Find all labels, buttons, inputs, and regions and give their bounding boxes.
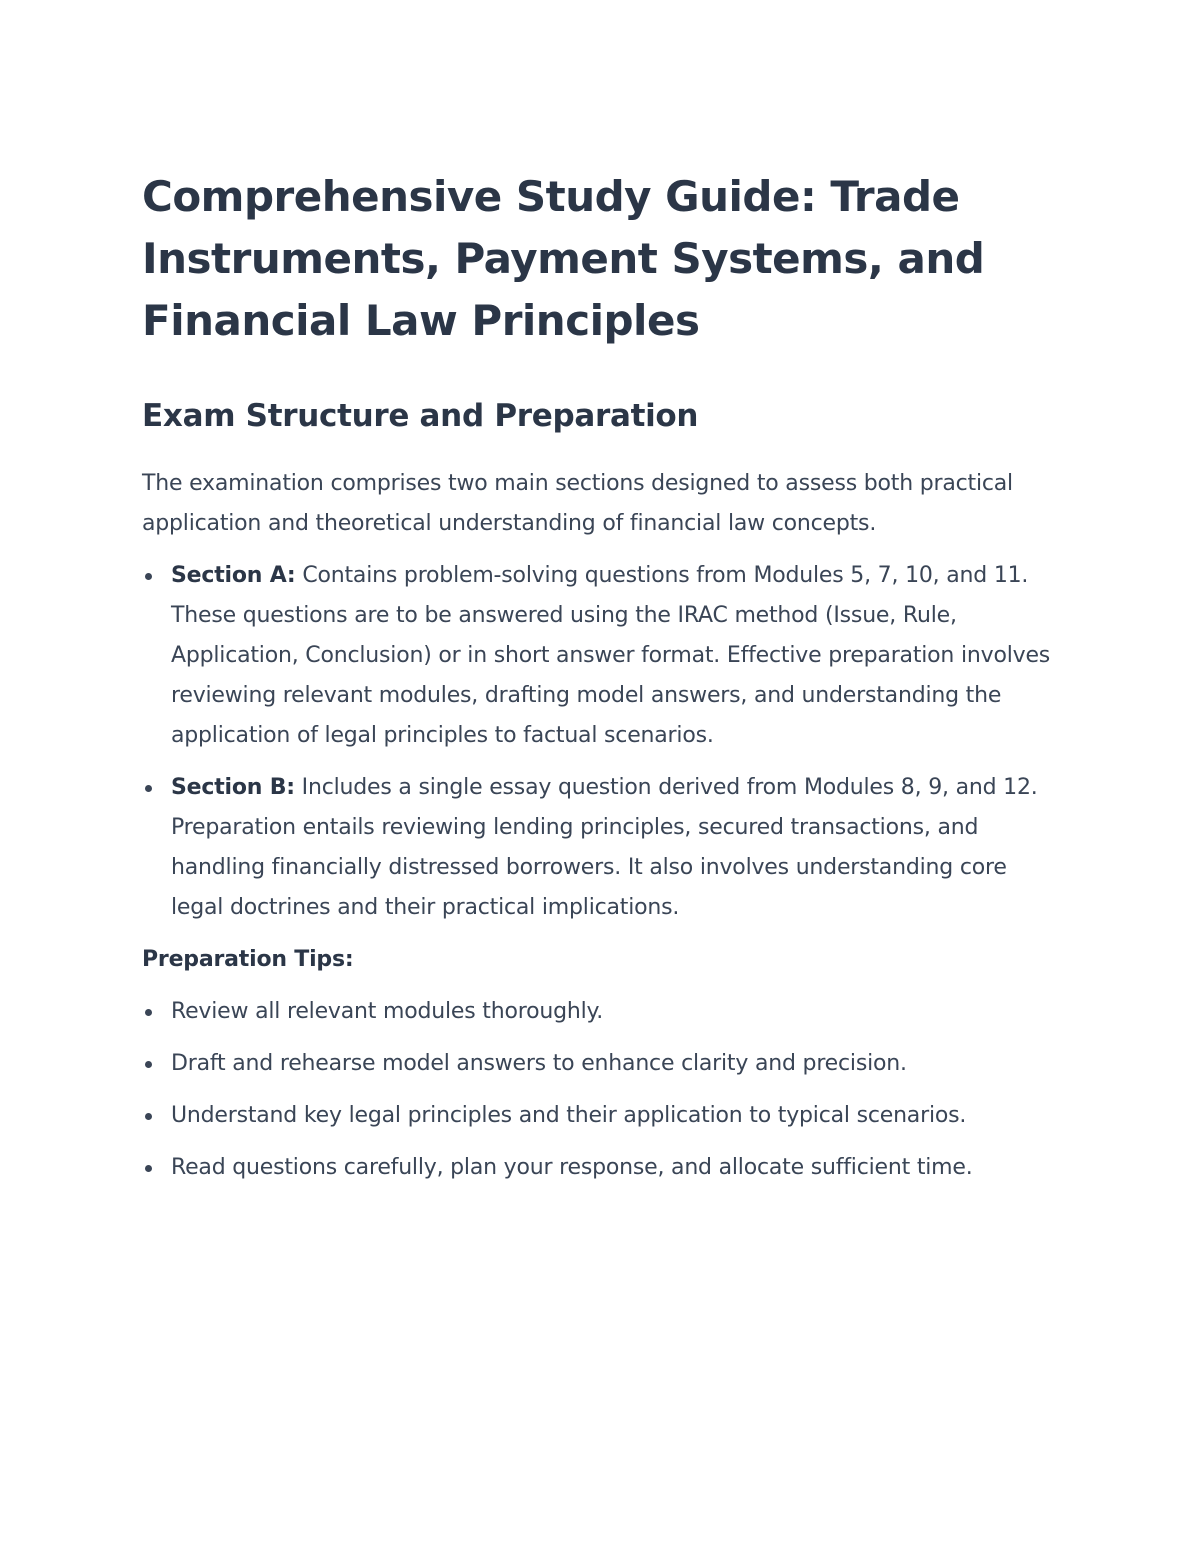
exam-section-text: Contains problem-solving questions from Modules 5, 7, 10, and 11. These questions are to be answered using the IRAC method (Issue, Rule, Application, Conclusion) or in short answer format. Effective preparation involves reviewing relevant modules, drafting model answers, and understanding the application of legal principles to factual scenarios. [171,563,1051,748]
tips-list [142,992,1062,1188]
bullet-icon [145,1113,152,1120]
bullet-icon [145,785,152,792]
exam-section-label: Section B: [171,775,295,800]
list-item [142,1096,1062,1136]
exam-section-label: Section A: [171,563,296,588]
tip-text: Read questions carefully, plan your response, and allocate sufficient time. [171,1155,973,1180]
bullet-icon [145,1009,152,1016]
exam-section-text: Includes a single essay question derived from Modules 8, 9, and 12. Preparation entails reviewing lending principles, secured transactions, and handling financially distressed borrowers. It also involves understanding core legal doctrines and their practical implications. [171,775,1038,920]
bullet-icon [145,573,152,580]
list-item [142,556,1062,756]
bullet-icon [145,1165,152,1172]
tip-text: Understand key legal principles and their application to typical scenarios. [171,1103,967,1128]
document-page [142,166,1062,1188]
section-intro: The examination comprises two main sections designed to assess both practical application and theoretical understanding of financial law concepts. [142,471,1013,536]
list-item [142,1044,1062,1084]
bullet-icon [145,1061,152,1068]
tip-text: Review all relevant modules thoroughly. [171,999,603,1024]
tips-label: Preparation Tips: [142,947,354,972]
list-item [142,1148,1062,1188]
list-item [142,768,1062,928]
document-title: Comprehensive Study Guide: Trade Instruments, Payment Systems, and Financial Law Principles [142,172,985,345]
tip-text: Draft and rehearse model answers to enhance clarity and precision. [171,1051,907,1076]
section-heading: Exam Structure and Preparation [142,398,699,434]
exam-sections-list [142,556,1062,928]
list-item [142,992,1062,1032]
